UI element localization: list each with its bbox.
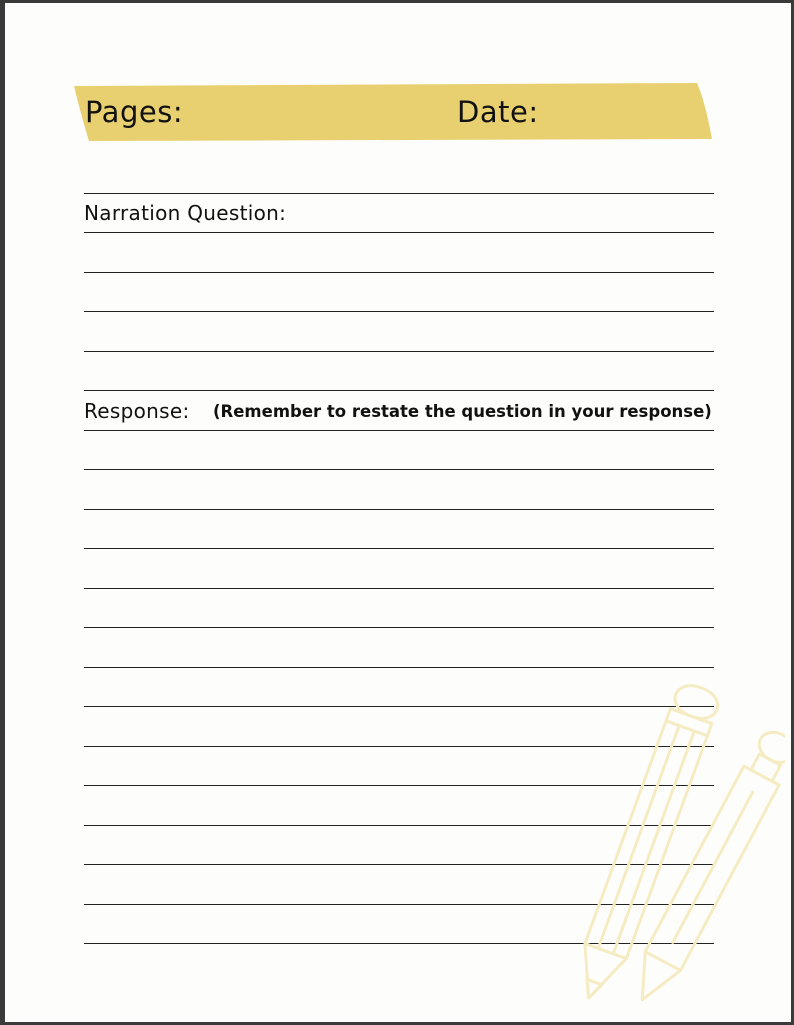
writing-line[interactable] [84, 509, 714, 510]
date-label: Date: [457, 95, 539, 129]
writing-line[interactable] [84, 193, 714, 194]
writing-line[interactable] [84, 430, 714, 431]
response-label: Response: [84, 399, 190, 423]
narration-question-label: Narration Question: [84, 201, 287, 225]
writing-line[interactable] [84, 351, 714, 352]
worksheet-page [5, 3, 791, 1022]
response-instruction: (Remember to restate the question in your response) [213, 402, 712, 421]
header-banner [5, 3, 791, 163]
writing-line[interactable] [84, 311, 714, 312]
writing-line[interactable] [84, 667, 714, 668]
writing-line[interactable] [84, 390, 714, 391]
pages-label: Pages: [85, 95, 184, 129]
pencils-icon [545, 673, 785, 1018]
writing-line[interactable] [84, 627, 714, 628]
writing-line[interactable] [84, 232, 714, 233]
writing-line[interactable] [84, 469, 714, 470]
writing-line[interactable] [84, 548, 714, 549]
writing-line[interactable] [84, 588, 714, 589]
writing-line[interactable] [84, 272, 714, 273]
